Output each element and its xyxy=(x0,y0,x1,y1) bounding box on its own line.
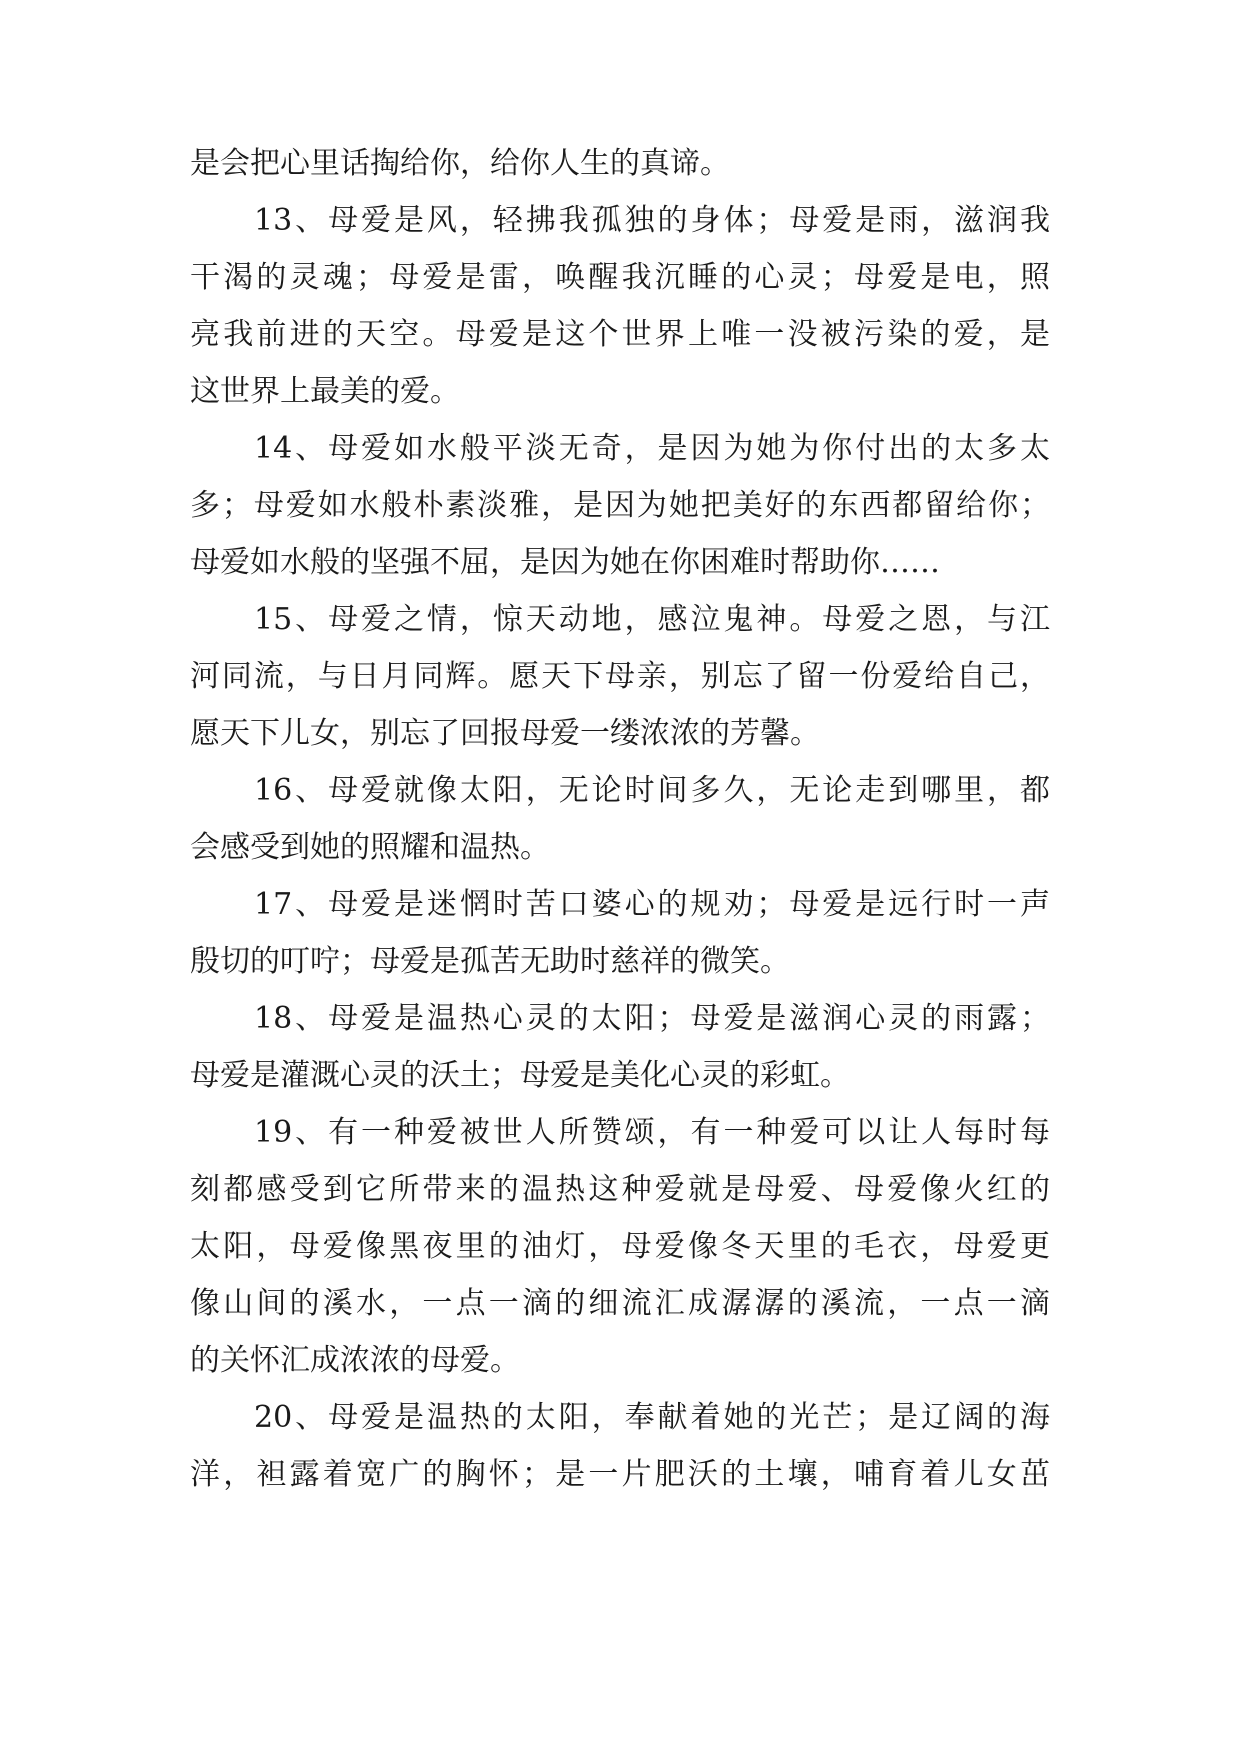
text-line: 14、母爱如水般平淡无奇，是因为她为你付出的太多太 xyxy=(254,431,1050,466)
text-line: 这世界上最美的爱。 xyxy=(190,374,460,409)
text-line: 17、母爱是迷惘时苦口婆心的规劝；母爱是远行时一声 xyxy=(254,887,1050,922)
text-line: 18、母爱是温热心灵的太阳；母爱是滋润心灵的雨露； xyxy=(254,1001,1050,1036)
text-line: 亮我前进的天空。母爱是这个世界上唯一没被污染的爱，是 xyxy=(190,317,1050,352)
text-line: 15、母爱之情，惊天动地，感泣鬼神。母爱之恩，与江 xyxy=(254,602,1050,637)
text-line: 干渴的灵魂；母爱是雷，唤醒我沉睡的心灵；母爱是电，照 xyxy=(190,260,1050,295)
text-line: 太阳，母爱像黑夜里的油灯，母爱像冬天里的毛衣，母爱更 xyxy=(190,1229,1050,1264)
text-line: 河同流，与日月同辉。愿天下母亲，别忘了留一份爱给自己， xyxy=(190,659,1050,694)
text-line: 16、母爱就像太阳，无论时间多久，无论走到哪里，都 xyxy=(254,773,1050,808)
text-line: 殷切的叮咛；母爱是孤苦无助时慈祥的微笑。 xyxy=(190,944,790,979)
text-line: 13、母爱是风，轻拂我孤独的身体；母爱是雨，滋润我 xyxy=(254,203,1050,238)
text-line: 像山间的溪水，一点一滴的细流汇成潺潺的溪流，一点一滴 xyxy=(190,1286,1050,1321)
text-line: 会感受到她的照耀和温热。 xyxy=(190,830,550,865)
text-line: 是会把心里话掏给你，给你人生的真谛。 xyxy=(190,146,730,181)
text-line: 19、有一种爱被世人所赞颂，有一种爱可以让人每时每 xyxy=(254,1115,1050,1150)
text-line: 愿天下儿女，别忘了回报母爱一缕浓浓的芳馨。 xyxy=(190,716,820,751)
text-line: 多；母爱如水般朴素淡雅，是因为她把美好的东西都留给你； xyxy=(190,488,1050,523)
text-line: 刻都感受到它所带来的温热这种爱就是母爱、母爱像火红的 xyxy=(190,1172,1050,1207)
text-line: 20、母爱是温热的太阳，奉献着她的光芒；是辽阔的海 xyxy=(254,1400,1050,1435)
text-line: 洋，袒露着宽广的胸怀；是一片肥沃的土壤，哺育着儿女茁 xyxy=(190,1457,1050,1492)
text-line: 的关怀汇成浓浓的母爱。 xyxy=(190,1343,520,1378)
text-line: 母爱如水般的坚强不屈，是因为她在你困难时帮助你…… xyxy=(190,545,940,580)
text-line: 母爱是灌溉心灵的沃土；母爱是美化心灵的彩虹。 xyxy=(190,1058,850,1093)
